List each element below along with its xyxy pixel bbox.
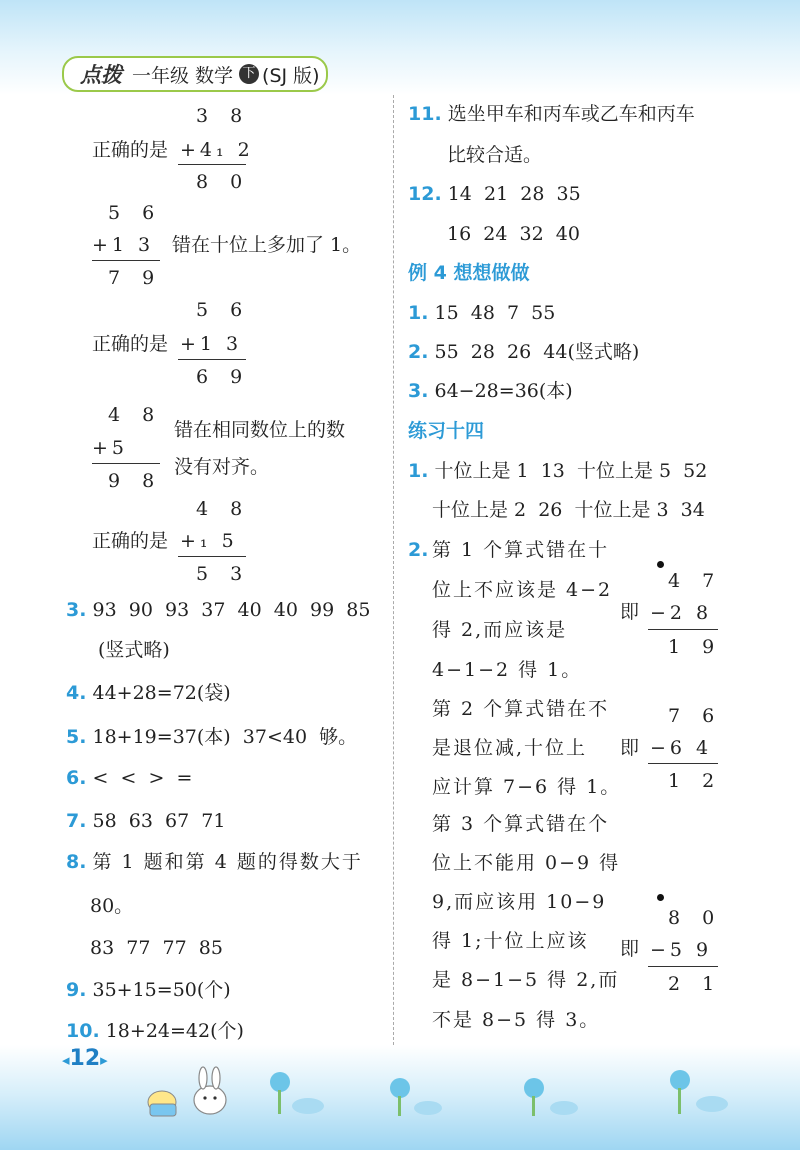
q8-values: 83 77 77 85 <box>90 937 223 959</box>
prev-arrow-icon: ◂ <box>62 1051 70 1069</box>
calc3-line <box>178 359 246 360</box>
calc4-note1: 错在相同数位上的数 <box>174 419 346 441</box>
calc1-mid: +4₁ 2 <box>180 139 254 161</box>
p2-c-line2: 位上不能用 0−9 得 <box>432 852 621 874</box>
q5-number: 5. <box>66 726 87 748</box>
p2-b-line3: 应计算 7−6 得 1。 <box>432 776 622 798</box>
calc3-top: 5 6 <box>196 299 251 321</box>
q7-answer: 58 63 67 71 <box>92 810 226 832</box>
v1-mid: −2 8 <box>650 602 713 624</box>
p2-c-line4: 得 1;十位上应该 <box>432 930 589 952</box>
book-header <box>62 56 328 92</box>
q8-answer: 第 1 题和第 4 题的得数大于 <box>92 851 363 873</box>
calc4-line <box>92 463 160 464</box>
r1-answer: 15 48 7 55 <box>434 302 556 324</box>
p2-c-line1: 第 3 个算式错在个 <box>432 813 610 835</box>
calc4-res: 9 8 <box>108 470 163 492</box>
v1-res: 1 9 <box>668 636 723 658</box>
q6-number: 6. <box>66 767 87 789</box>
next-arrow-icon: ▸ <box>100 1051 108 1069</box>
tree-icon <box>270 1070 690 1116</box>
q4-number: 4. <box>66 682 87 704</box>
q7-number: 7. <box>66 810 87 832</box>
r3-answer: 64−28=36(本) <box>434 380 573 402</box>
calc5-res: 5 3 <box>196 563 251 585</box>
calc3-mid: +1 3 <box>180 333 243 355</box>
calc3-res: 6 9 <box>196 366 251 388</box>
calc2-mid: +1 3 <box>92 234 155 256</box>
calc1-label: 正确的是 <box>92 139 169 161</box>
p2-a-line4: 4−1−2 得 1。 <box>432 659 583 681</box>
decorative-scene-icon <box>140 1060 780 1120</box>
logo: 点拨 <box>80 63 122 87</box>
v2-top: 7 6 <box>668 705 723 727</box>
calc4-note2: 没有对齐。 <box>174 456 270 478</box>
r2-number: 2. <box>408 341 429 363</box>
calc2-line <box>92 260 160 261</box>
r2-answer: 55 28 26 44(竖式略) <box>434 341 640 363</box>
bush-icon <box>292 1096 728 1115</box>
calc5-label: 正确的是 <box>92 530 169 552</box>
q10-answer: 18+24=42(个) <box>105 1020 244 1042</box>
borrow-dot <box>657 561 664 568</box>
v3-line <box>648 966 718 967</box>
creature-icon <box>148 1091 176 1116</box>
q5-answer: 18+19=37(本) 37<40 够。 <box>92 726 358 748</box>
p2-a-line3: 得 2,而应该是 <box>432 619 568 641</box>
calc2-note: 错在十位上多加了 1。 <box>172 234 362 256</box>
calc5-mid: +₁ 5 <box>180 530 238 552</box>
calc5-line <box>178 556 246 557</box>
q12-row2: 16 24 32 40 <box>447 223 580 245</box>
v2-ji: 即 <box>620 737 640 759</box>
v3-top: 8 0 <box>668 907 723 929</box>
r1-number: 1. <box>408 302 429 324</box>
column-divider <box>393 95 394 1045</box>
q12-number: 12. <box>408 183 442 205</box>
p1-row2: 十位上是 2 26 十位上是 3 34 <box>432 499 705 521</box>
section-example4: 例 4 想想做做 <box>408 262 530 284</box>
page-number-value: 12 <box>69 1046 101 1071</box>
calc3-label: 正确的是 <box>92 333 169 355</box>
v3-mid: −5 9 <box>650 939 713 961</box>
calc2-top: 5 6 <box>108 202 163 224</box>
q11-number: 11. <box>408 103 442 125</box>
v2-mid: −6 4 <box>650 737 713 759</box>
v1-top: 4 7 <box>668 570 723 592</box>
q8-number: 8. <box>66 851 87 873</box>
q12-row1: 14 21 28 35 <box>447 183 581 205</box>
q9-answer: 35+15=50(个) <box>92 979 231 1001</box>
r3-number: 3. <box>408 380 429 402</box>
p1-row1: 十位上是 1 13 十位上是 5 52 <box>434 460 708 482</box>
subject-title: 一年级 数学 <box>132 64 234 87</box>
q8-answer-cont: 80。 <box>90 895 134 917</box>
calc1-res: 8 0 <box>196 171 251 193</box>
p2-b-line2: 是退位减,十位上 <box>432 737 588 759</box>
calc2-res: 7 9 <box>108 267 163 289</box>
q3-answer: 93 90 93 37 40 40 99 85 <box>92 599 371 621</box>
calc1-line <box>178 164 246 165</box>
q9-number: 9. <box>66 979 87 1001</box>
q4-answer: 44+28=72(袋) <box>92 682 231 704</box>
q11-answer: 选坐甲车和丙车或乙车和丙车 <box>447 103 695 125</box>
volume-mark: 下 <box>239 64 259 84</box>
page-number <box>62 1046 108 1071</box>
calc4-mid: +5 <box>92 437 129 459</box>
calc1-top: 3 8 <box>196 105 251 127</box>
p2-c-line3: 9,而应该用 10−9 <box>432 891 607 913</box>
bunny-icon <box>194 1067 226 1114</box>
calc4-top: 4 8 <box>108 404 163 426</box>
p1-number: 1. <box>408 460 429 482</box>
v1-ji: 即 <box>620 601 640 623</box>
p2-number: 2. <box>408 539 429 561</box>
v2-res: 1 2 <box>668 770 723 792</box>
p2-a-line2: 位上不应该是 4−2 <box>432 579 613 601</box>
p2-c-line6: 不是 8−5 得 3。 <box>432 1009 601 1031</box>
p2-c-line5: 是 8−1−5 得 2,而 <box>432 969 620 991</box>
q10-number: 10. <box>66 1020 100 1042</box>
q3-note: (竖式略) <box>98 639 170 661</box>
q11-answer-cont: 比较合适。 <box>447 144 543 166</box>
q6-answer: < < > = <box>92 767 193 789</box>
calc5-top: 4 8 <box>196 498 251 520</box>
v3-res: 2 1 <box>668 973 723 995</box>
borrow-dot <box>657 894 664 901</box>
p2-a-line1: 第 1 个算式错在十 <box>432 539 610 561</box>
v3-ji: 即 <box>620 938 640 960</box>
p2-b-line1: 第 2 个算式错在不 <box>432 698 610 720</box>
edition: (SJ 版) <box>262 64 320 87</box>
v2-line <box>648 763 718 764</box>
v1-line <box>648 629 718 630</box>
section-exercise14: 练习十四 <box>408 420 485 442</box>
q3-number: 3. <box>66 599 87 621</box>
